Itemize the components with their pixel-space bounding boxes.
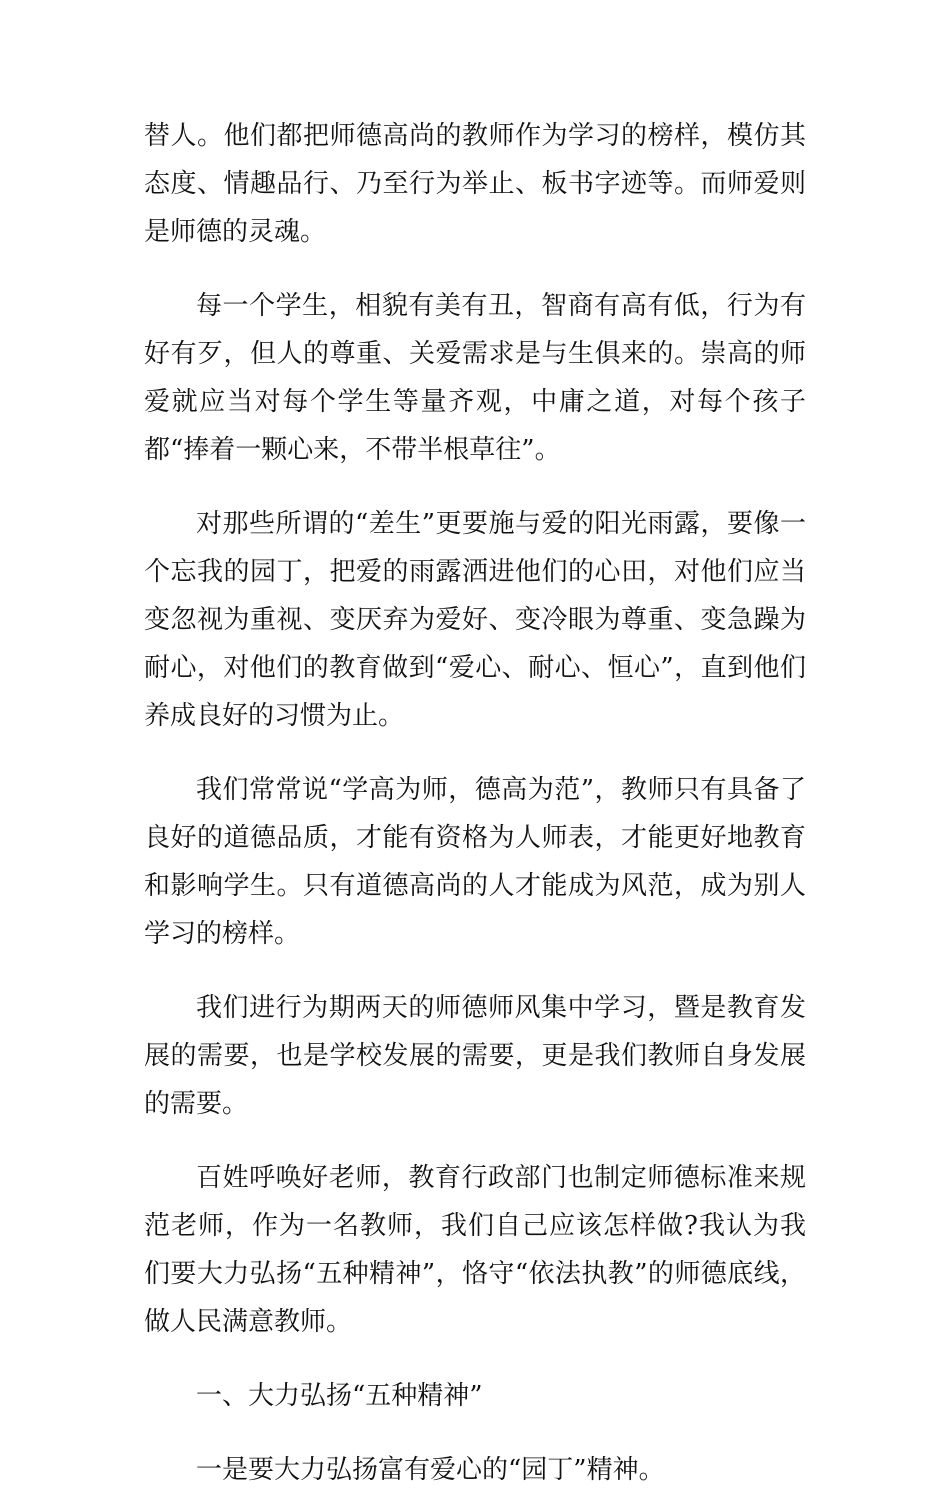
paragraph: 我们常常说“学高为师，德高为范”，教师只有具备了良好的道德品质，才能有资格为人师表，才能更好地教育和影响学生。只有道德高尚的人才能成为风范，成为别人学习的榜样。 <box>144 775 806 949</box>
document-body <box>144 112 806 1494</box>
paragraph: 对那些所谓的“差生”更要施与爱的阳光雨露，要像一个忘我的园丁，把爱的雨露洒进他们的心田，对他们应当变忽视为重视、变厌弃为爱好、变冷眼为尊重、变急躁为耐心，对他们的教育做到“爱心、耐心、恒心”，直到他们养成良好的习惯为止。 <box>144 509 806 731</box>
paragraph: 每一个学生，相貌有美有丑，智商有高有低，行为有好有歹，但人的尊重、关爱需求是与生俱来的。崇高的师爱就应当对每个学生等量齐观，中庸之道，对每个孩子都“捧着一颗心来，不带半根草往”。 <box>144 291 806 465</box>
section-heading: 一、大力弘扬“五种精神” <box>196 1381 483 1411</box>
paragraph: 百姓呼唤好老师，教育行政部门也制定师德标准来规范老师，作为一名教师，我们自己应该怎样做?我认为我们要大力弘扬“五种精神”，恪守“依法执教”的师德底线，做人民满意教师。 <box>144 1163 806 1337</box>
paragraph-continuation: 替人。他们都把师德高尚的教师作为学习的榜样，模仿其态度、情趣品行、乃至行为举止、板书字迹等。而师爱则是师德的灵魂。 <box>144 121 806 247</box>
paragraph: 一是要大力弘扬富有爱心的“园丁”精神。 <box>196 1455 665 1485</box>
paragraph: 我们进行为期两天的师德师风集中学习，暨是教育发展的需要，也是学校发展的需要，更是我们教师自身发展的需要。 <box>144 993 806 1119</box>
